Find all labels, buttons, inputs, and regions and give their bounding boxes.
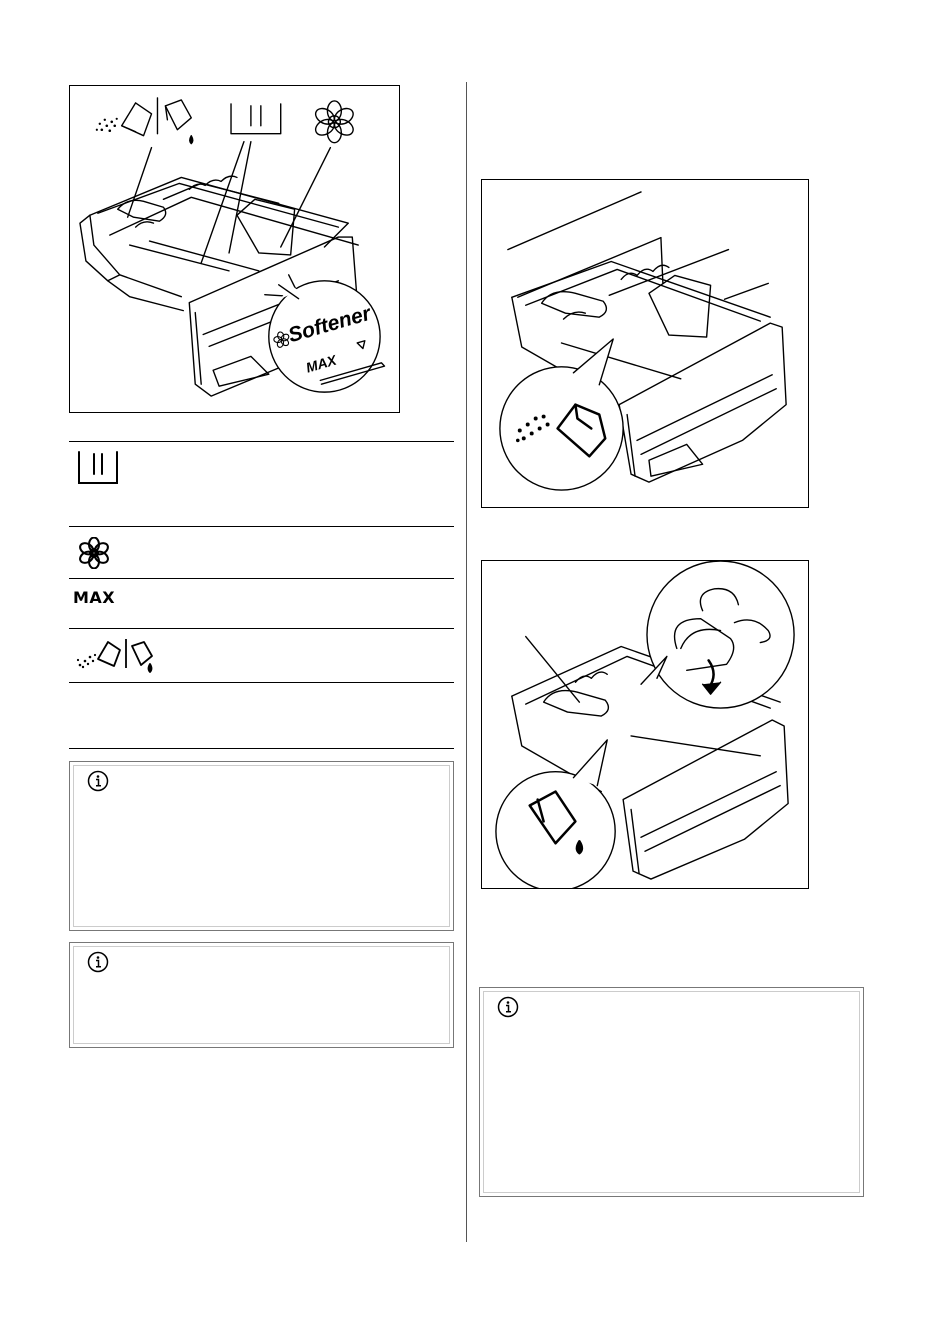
max-level-label: MAX (73, 588, 116, 607)
powder-liquid-detergent-icon (96, 98, 193, 144)
info-note-box-1 (69, 761, 454, 931)
legend-top-rule (69, 441, 454, 442)
column-divider (466, 82, 467, 1242)
info-note-box-3 (479, 987, 864, 1197)
liquid-detergent-drawing (482, 561, 808, 888)
sticker-softener-text: Softener (285, 301, 374, 348)
info-icon (497, 996, 519, 1018)
main-wash-compartment-icon (76, 450, 120, 486)
legend-bottom-rule (69, 748, 454, 749)
powder-detergent-drawing (482, 180, 808, 507)
figure-liquid-detergent (481, 560, 809, 889)
softener-flower-icon (313, 101, 356, 143)
info-icon (87, 951, 109, 973)
sticker-max-text: MAX (304, 351, 339, 376)
legend-rule-4 (69, 682, 454, 683)
dispenser-overview-drawing (70, 86, 399, 412)
legend-rule-1 (69, 526, 454, 527)
legend-rule-2 (69, 578, 454, 579)
softener-flower-icon (78, 537, 110, 569)
main-wash-compartment-icon (231, 104, 281, 134)
figure-dispenser-overview (69, 85, 400, 413)
powder-liquid-detergent-icon (74, 634, 160, 674)
figure-powder-detergent (481, 179, 809, 508)
legend-rule-3 (69, 628, 454, 629)
info-icon (87, 770, 109, 792)
info-note-box-2 (69, 942, 454, 1048)
